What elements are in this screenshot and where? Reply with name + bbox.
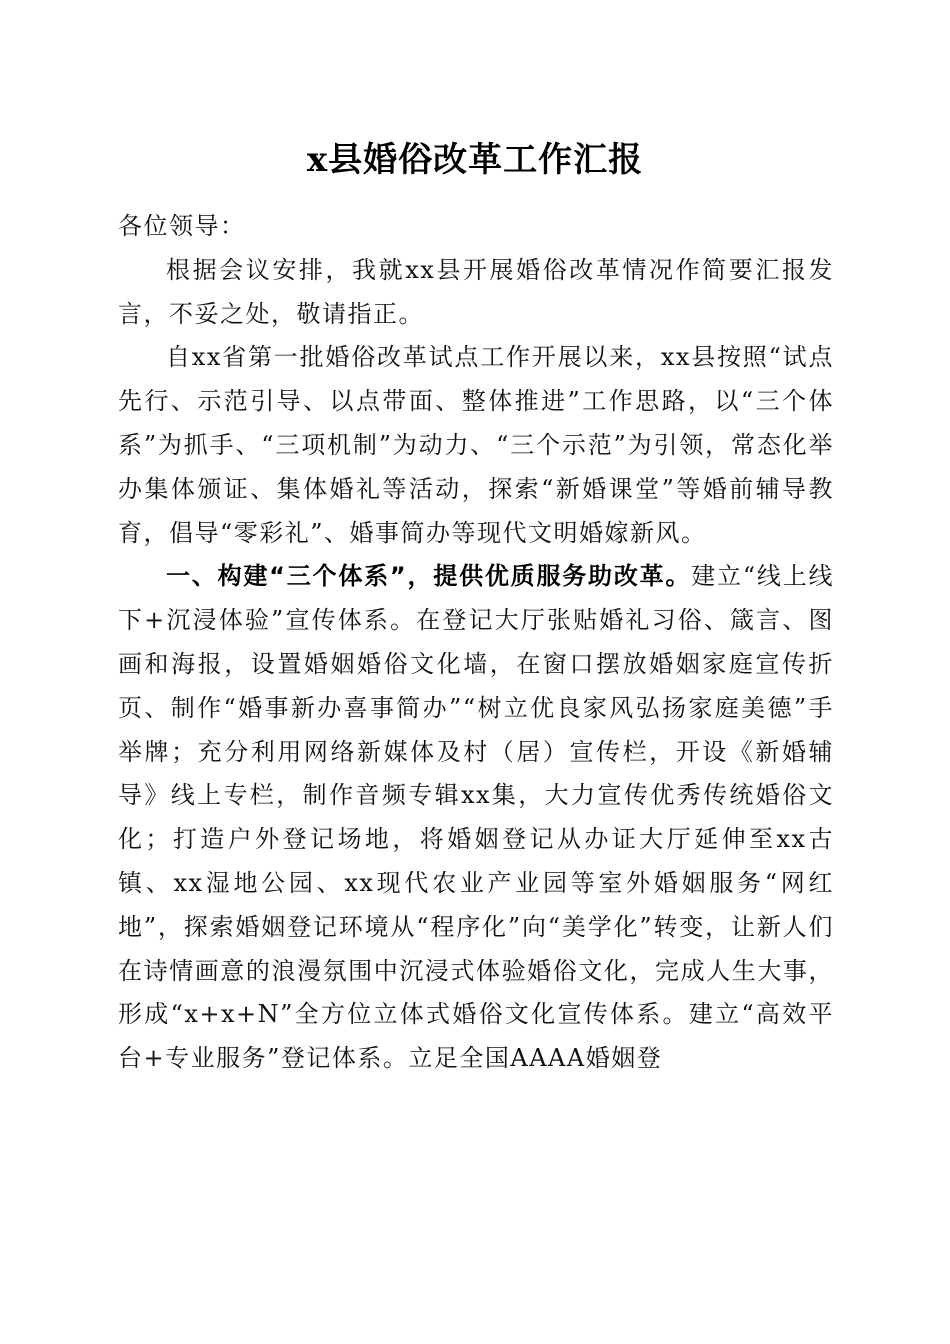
section-one-paragraph <box>118 555 834 1081</box>
salutation: 各位领导： <box>118 212 246 240</box>
section-one-heading: 一、构建“三个体系”，提供优质服务助改革。 <box>166 562 692 591</box>
paragraph-overview: 自xx省第一批婚俗改革试点工作开展以来，xx县按照“试点先行、示范引导、以点带面、整体推进”工作思路，以“三个体系”为抓手、“三项机制”为动力、“三个示范”为引领，常态化举办集体颁证、集体婚礼等活动，探索“新婚课堂”等婚前辅导教育，倡导“零彩礼”、婚事简办等现代文明婚嫁新风。 <box>118 343 834 547</box>
document-title: x县婚俗改革工作汇报 <box>306 140 644 180</box>
document-body <box>118 205 834 1081</box>
paragraph-intro: 根据会议安排，我就xx县开展婚俗改革情况作简要汇报发言，不妥之处，敬请指正。 <box>118 255 834 328</box>
section-one-text: 建立“线上线下+沉浸体验”宣传体系。在登记大厅张贴婚礼习俗、箴言、图画和海报，设置婚姻婚俗文化墙，在窗口摆放婚姻家庭宣传折页、制作“婚事新办喜事简办”“树立优良家风弘扬家庭美德”手举牌；充分利用网络新媒体及村（居）宣传栏，开设《新婚辅导》线上专栏，制作音频专辑xx集，大力宣传优秀传统婚俗文化；打造户外登记场地，将婚姻登记从办证大厅延伸至xx古镇、xx湿地公园、xx现代农业产业园等室外婚姻服务“网红地”，探索婚姻登记环境从“程序化”向“美学化”转变，让新人们在诗情画意的浪漫氛围中沉浸式体验婚俗文化，完成人生大事，形成“x+x+N”全方位立体式婚俗文化宣传体系。建立“高效平台+专业服务”登记体系。立足全国AAAA婚姻登 <box>118 562 834 1073</box>
